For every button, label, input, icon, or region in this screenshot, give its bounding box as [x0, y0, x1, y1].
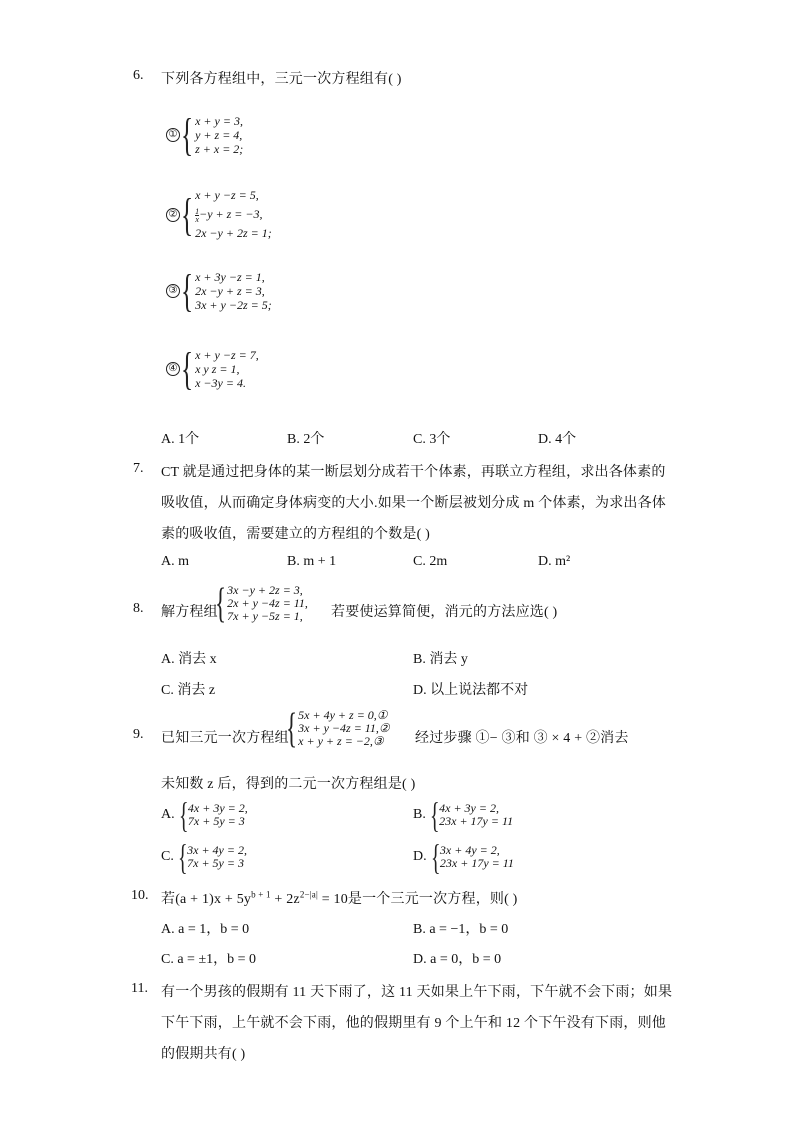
equation-line: z + x = 2; — [195, 142, 244, 156]
equation-line: x + y −z = 7, — [195, 348, 259, 362]
equation-system-1 — [166, 109, 244, 160]
question-text-line: 未知数 z 后，得到的二元一次方程组是( ) — [161, 777, 416, 792]
equation-line: x + y + z = −2,③ — [298, 734, 384, 748]
question-stem: 下列各方程组中，三元一次方程组有( ) — [161, 72, 402, 87]
left-brace: { — [181, 109, 194, 160]
question-prefix: 解方程组 — [161, 605, 218, 620]
equation-system-4 — [166, 343, 259, 394]
left-brace: { — [430, 837, 441, 877]
equation-line: 2x −y + 2z = 1; — [195, 226, 272, 240]
question-prefix: 已知三元一次方程组 — [161, 731, 289, 746]
equation-line: 3x −y + 2z = 3, — [227, 583, 303, 597]
option-d[interactable]: D. 4个 — [538, 432, 577, 447]
question-number: 8. — [133, 601, 144, 616]
equation-line: 5x + 4y + z = 0,① — [298, 708, 388, 722]
question-number: 6. — [133, 68, 144, 83]
equation-line: x + y −z = 5, — [195, 188, 259, 202]
option-c[interactable] — [161, 837, 247, 877]
option-d[interactable]: D. m² — [538, 554, 571, 569]
option-a[interactable]: A. m — [161, 554, 189, 569]
question-text-line: 素的吸收值，需要建立的方程组的个数是( ) — [161, 527, 431, 542]
option-b[interactable]: B. 2个 — [287, 432, 325, 447]
equation-line: 23x + 17y = 11 — [439, 814, 514, 828]
exponent: 2−|a| — [299, 889, 319, 900]
left-brace: { — [429, 795, 440, 835]
option-c[interactable]: C. 3个 — [413, 432, 451, 447]
fraction: $\frac{1}{x}$ — [195, 206, 200, 224]
option-label: C. — [161, 849, 174, 864]
option-label: D. — [413, 849, 427, 864]
option-b[interactable]: B. 消去 y — [413, 652, 468, 667]
option-c[interactable]: C. 2m — [413, 554, 448, 569]
equation-line: 2x + y −4z = 11, — [227, 596, 308, 610]
question-text-line: 吸收值，从而确定身体病变的大小.如果一个断层被划分成 m 个体素，为求出各体 — [161, 496, 666, 511]
equation-line: 3x + y −2z = 5; — [195, 298, 272, 312]
question-number: 10. — [131, 888, 149, 903]
circled-number: ④ — [166, 362, 180, 376]
option-c[interactable]: C. a = ±1，b = 0 — [161, 952, 257, 967]
option-c[interactable]: C. 消去 z — [161, 683, 216, 698]
equation-line: 3x + 4y = 2, — [439, 843, 500, 857]
left-brace: { — [177, 837, 188, 877]
equation-system — [215, 580, 308, 627]
equation-line: 7x + 5y = 3 — [187, 856, 244, 870]
option-a[interactable]: A. 消去 x — [161, 652, 217, 667]
equation-line: $\frac{1}{x}$ −y + z = −3, — [195, 206, 263, 224]
equation-system — [286, 705, 390, 752]
left-brace: { — [181, 343, 194, 394]
option-d[interactable]: D. 以上说法都不对 — [413, 683, 529, 698]
left-brace: { — [181, 188, 194, 240]
equation-line: 2x −y + z = 3, — [195, 284, 265, 298]
equation-line: 4x + 3y = 2, — [439, 801, 499, 815]
equation-line: x + 3y −z = 1, — [195, 270, 265, 284]
question-text-line: 有一个男孩的假期有 11 天下雨了，这 11 天如果上午下雨，下午就不会下雨；如果 — [161, 985, 673, 1000]
question-number: 7. — [133, 461, 144, 476]
question-number: 9. — [133, 727, 144, 742]
option-a[interactable]: A. a = 1，b = 0 — [161, 922, 250, 937]
option-a[interactable] — [161, 795, 248, 835]
question-text-line: 下午下雨，上午就不会下雨，他的假期里有 9 个上午和 12 个下午没有下雨，则他 — [161, 1016, 666, 1031]
equation-line: 4x + 3y = 2, — [187, 801, 248, 815]
circled-number: ② — [166, 208, 180, 222]
exponent: b + 1 — [251, 889, 271, 900]
equation-line: 3x + y −4z = 11,② — [298, 721, 390, 735]
circled-number: ① — [166, 128, 180, 142]
left-brace: { — [286, 705, 298, 752]
equation-line: x + y = 3, — [195, 114, 243, 128]
option-b[interactable]: B. a = −1，b = 0 — [413, 922, 509, 937]
equation-system-2 — [166, 186, 272, 243]
equation-line: 7x + y −5z = 1, — [227, 609, 303, 623]
option-d[interactable] — [413, 837, 514, 877]
equation-line: 23x + 17y = 11 — [439, 856, 514, 870]
question-number: 11. — [131, 981, 148, 996]
circled-number: ③ — [166, 284, 180, 298]
question-text-line: CT 就是通过把身体的某一断层划分成若干个体素，再联立方程组，求出各体素的 — [161, 465, 666, 480]
equation-line: x y z = 1, — [195, 362, 240, 376]
left-brace: { — [181, 265, 194, 316]
option-label: B. — [413, 807, 426, 822]
equation-line: x −3y = 4. — [195, 376, 246, 390]
option-b[interactable] — [413, 795, 514, 835]
left-brace: { — [178, 795, 189, 835]
equation-system-3 — [166, 265, 272, 316]
option-d[interactable]: D. a = 0，b = 0 — [413, 952, 502, 967]
equation-line: 7x + 5y = 3 — [187, 814, 245, 828]
option-a[interactable]: A. 1个 — [161, 432, 200, 447]
question-suffix: 经过步骤 ①− ③和 ③ × 4 + ②消去 — [415, 731, 629, 746]
question-text-line: 的假期共有( ) — [161, 1047, 246, 1062]
option-b[interactable]: B. m + 1 — [287, 554, 337, 569]
question-suffix: 若要使运算简便，消元的方法应选( ) — [331, 605, 558, 620]
equation-line: 3x + 4y = 2, — [187, 843, 247, 857]
equation-line: y + z = 4, — [195, 128, 243, 142]
left-brace: { — [215, 580, 227, 627]
option-label: A. — [161, 807, 175, 822]
question-stem: 若$(a + 1)x + 5y^{b + 1} + 2z^{2-|a|} = 10$是一个三元一次方程，则( ) — [161, 889, 518, 907]
